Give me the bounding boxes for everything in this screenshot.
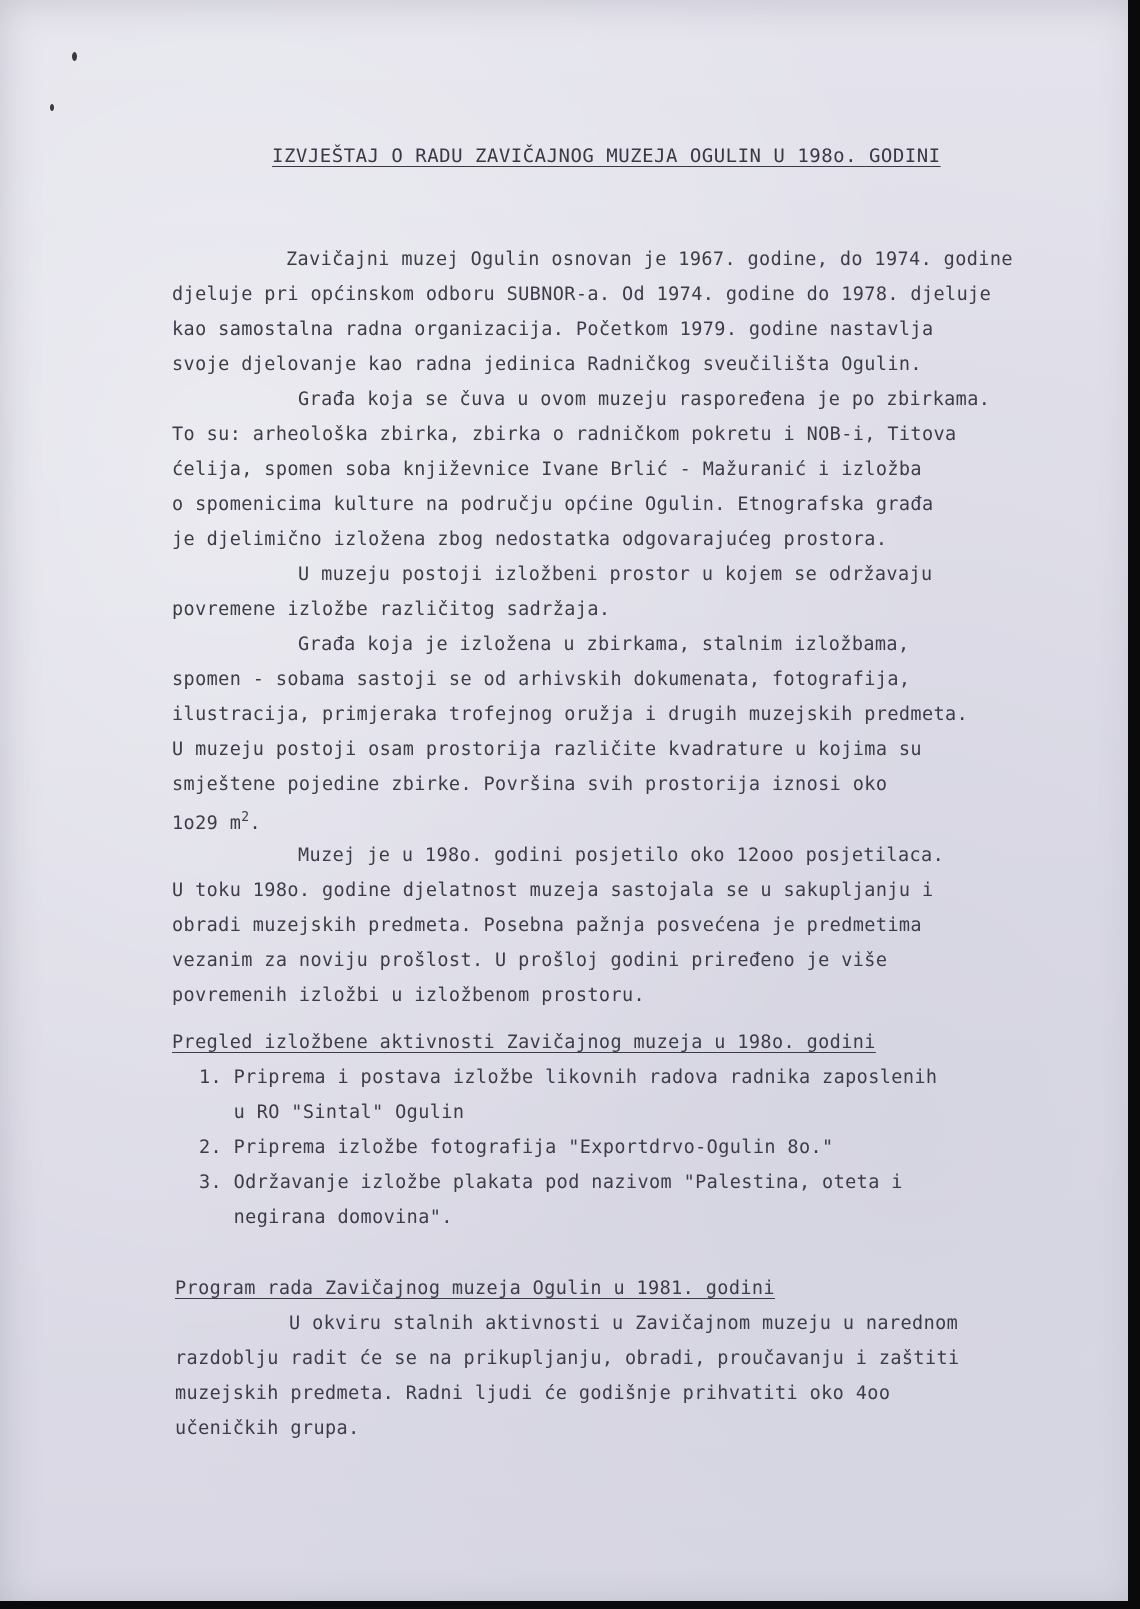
section-heading: Program rada Zavičajnog muzeja Ogulin u 1981. godini bbox=[175, 1278, 775, 1299]
text-line: To su: arheološka zbirka, zbirka o radničkom pokretu i NOB-i, Titova bbox=[172, 424, 957, 445]
area-end: . bbox=[249, 813, 262, 834]
text-line: svoje djelovanje kao radna jedinica Radničkog sveučilišta Ogulin. bbox=[172, 354, 922, 375]
text-line: ćelija, spomen soba književnice Ivane Brlić - Mažuranić i izložba bbox=[172, 459, 922, 480]
text-line: obradi muzejskih predmeta. Posebna pažnja posvećena je predmetima bbox=[172, 915, 922, 936]
punch-mark bbox=[72, 52, 77, 61]
text-line: U toku 198o. godine djelatnost muzeja sastojala se u sakupljanju i bbox=[172, 880, 934, 901]
section-heading: Pregled izložbene aktivnosti Zavičajnog muzeja u 198o. godini bbox=[172, 1032, 876, 1053]
punch-mark bbox=[50, 104, 54, 111]
text-line: Muzej je u 198o. godini posjetilo oko 12ooo posjetilaca. bbox=[298, 845, 945, 866]
text-line: učeničkih grupa. bbox=[175, 1418, 360, 1439]
text-line: Građa koja je izložena u zbirkama, stalnim izložbama, bbox=[298, 634, 910, 655]
text-line: kao samostalna radna organizacija. Početkom 1979. godine nastavlja bbox=[172, 319, 934, 340]
text-line: djeluje pri općinskom odboru SUBNOR-a. Od 1974. godine do 1978. djeluje bbox=[172, 284, 992, 305]
list-item: 1. Priprema i postava izložbe likovnih radova radnika zaposlenih bbox=[199, 1067, 938, 1088]
scan-edge bbox=[0, 1601, 1140, 1609]
text-line: o spomenicima kulture na području općine Ogulin. Etnografska građa bbox=[172, 494, 934, 515]
text-line: muzejskih predmeta. Radni ljudi će godišnje prihvatiti oko 4oo bbox=[175, 1383, 891, 1404]
list-item: u RO "Sintal" Ogulin bbox=[199, 1102, 465, 1123]
text-line: razdoblju radit će se na prikupljanju, obradi, proučavanju i zaštiti bbox=[175, 1348, 960, 1369]
text-line: U okviru stalnih aktivnosti u Zavičajnom muzeju u narednom bbox=[289, 1313, 959, 1334]
scan-edge bbox=[1128, 0, 1140, 1609]
area-line bbox=[172, 810, 261, 834]
text-line: Građa koja se čuva u ovom muzeju raspoređena je po zbirkama. bbox=[298, 389, 991, 410]
area-exponent: 2 bbox=[241, 810, 250, 825]
list-item: negirana domovina". bbox=[199, 1207, 453, 1228]
document-title: IZVJEŠTAJ O RADU ZAVIČAJNOG MUZEJA OGULIN U 198o. GODINI bbox=[272, 145, 941, 167]
text-line: U muzeju postoji izložbeni prostor u kojem se održavaju bbox=[298, 564, 933, 585]
text-line: spomen - sobama sastoji se od arhivskih dokumenata, fotografija, bbox=[172, 669, 911, 690]
text-line: smještene pojedine zbirke. Površina svih prostorija iznosi oko bbox=[172, 774, 888, 795]
list-item: 2. Priprema izložbe fotografija "Exportdrvo-Ogulin 8o." bbox=[199, 1137, 834, 1158]
text-line: je djelimično izložena zbog nedostatka odgovarajućeg prostora. bbox=[172, 529, 888, 550]
text-line: povremene izložbe različitog sadržaja. bbox=[172, 599, 611, 620]
text-line: U muzeju postoji osam prostorija različite kvadrature u kojima su bbox=[172, 739, 922, 760]
list-item: 3. Održavanje izložbe plakata pod nazivom "Palestina, oteta i bbox=[199, 1172, 903, 1193]
area-value: 1o29 m bbox=[172, 813, 242, 834]
text-line: povremenih izložbi u izložbenom prostoru. bbox=[172, 985, 646, 1006]
text-line: vezanim za noviju prošlost. U prošloj godini priređeno je više bbox=[172, 950, 888, 971]
text-line: ilustracija, primjeraka trofejnog oružja i drugih muzejskih predmeta. bbox=[172, 704, 969, 725]
text-line: Zavičajni muzej Ogulin osnovan je 1967. godine, do 1974. godine bbox=[286, 249, 1013, 270]
